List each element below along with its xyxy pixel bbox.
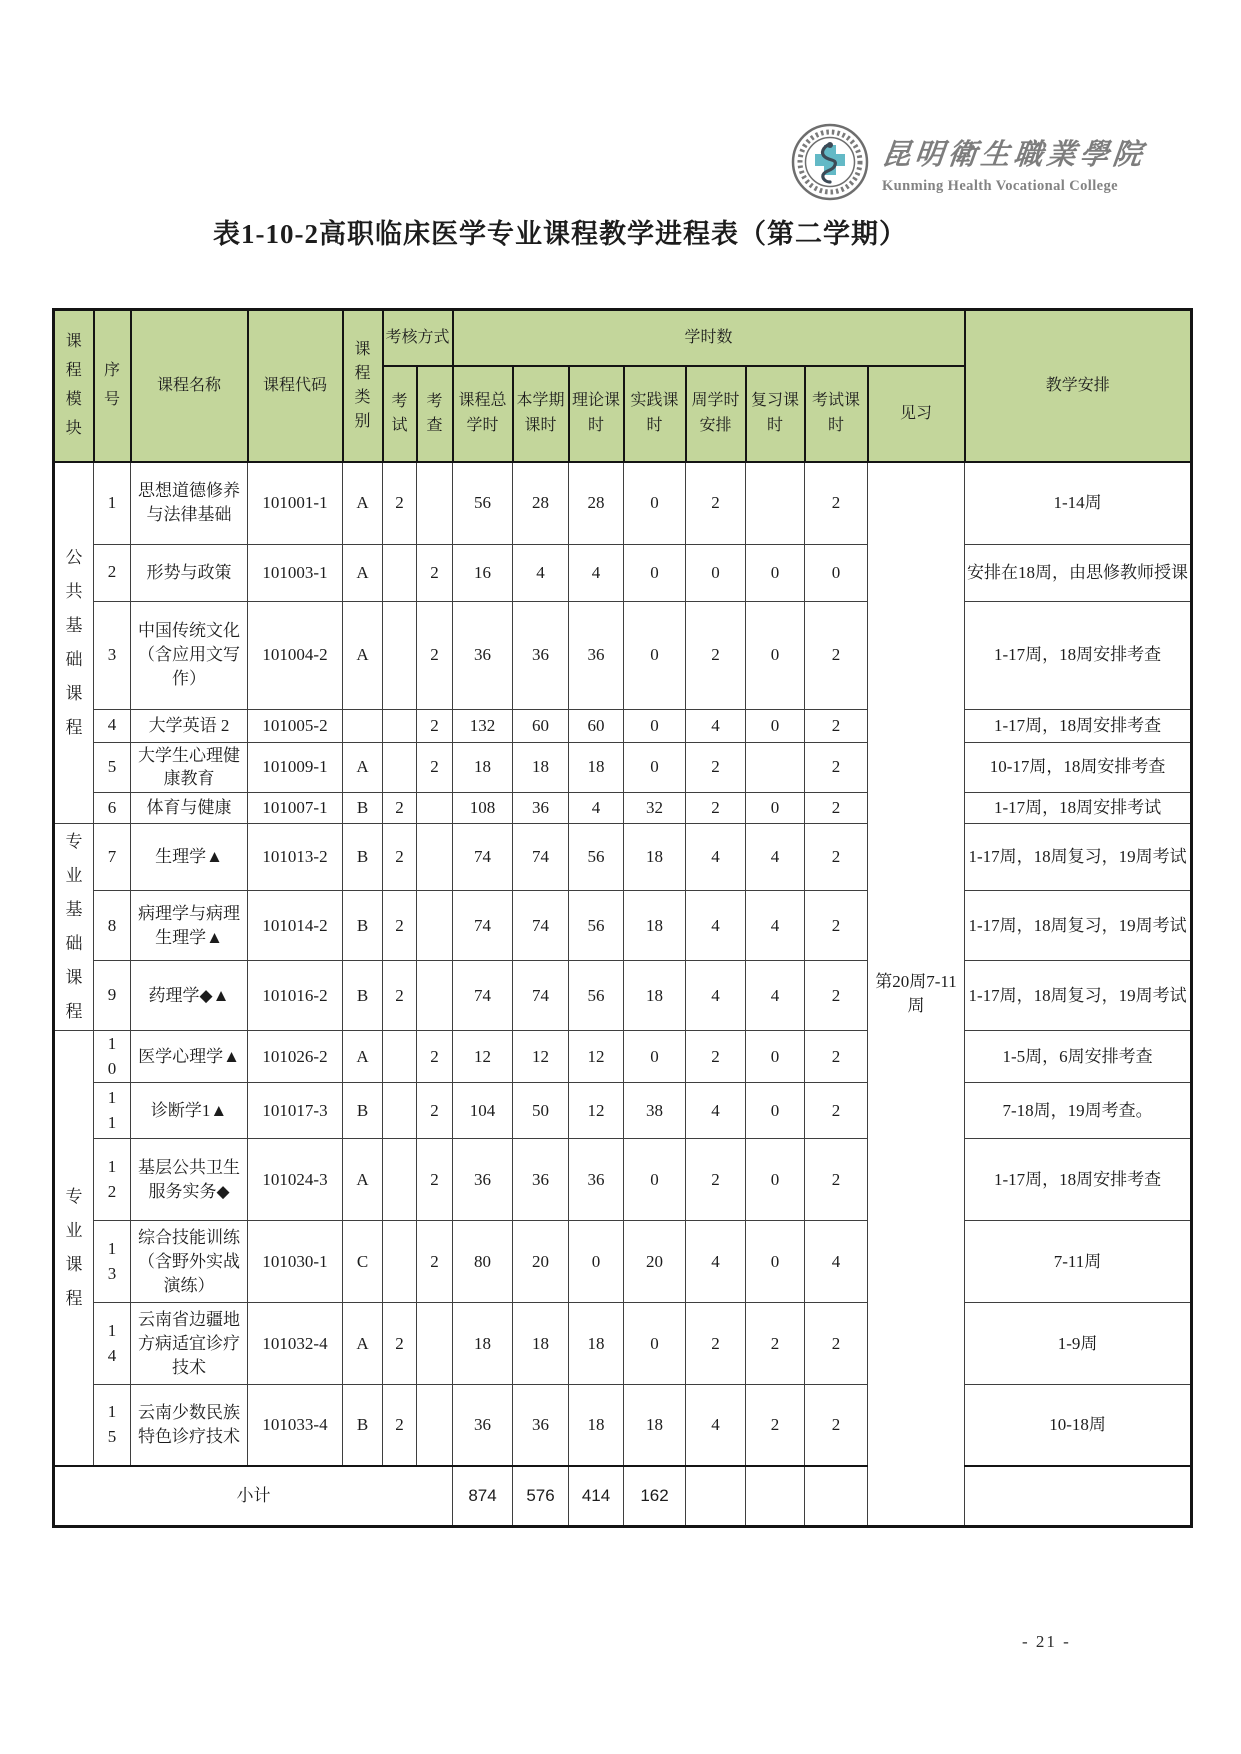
cell-practice: 0 <box>624 742 686 793</box>
cell-seq: 6 <box>94 793 131 824</box>
cell-exam-hours: 2 <box>805 709 868 742</box>
cell-exam <box>383 1083 417 1139</box>
cell-review: 0 <box>746 1139 805 1221</box>
cell-check <box>417 793 453 824</box>
cell-check: 2 <box>417 742 453 793</box>
cell-total: 12 <box>453 1031 513 1083</box>
cell-semester: 74 <box>513 891 569 961</box>
cell-course-type: B <box>343 891 383 961</box>
cell-practice: 18 <box>624 891 686 961</box>
cell-course-type: B <box>343 1083 383 1139</box>
cell-seq: 9 <box>94 961 131 1031</box>
course-row <box>54 1083 1192 1139</box>
cell-course-type: A <box>343 462 383 544</box>
cell-review: 0 <box>746 709 805 742</box>
subtotal-weekly <box>686 1466 746 1527</box>
cell-course-type: A <box>343 601 383 709</box>
header-review-hours: 复习课时 <box>746 366 805 462</box>
cell-seq: 11 <box>94 1083 131 1139</box>
cell-theory: 36 <box>569 601 624 709</box>
cell-review <box>746 742 805 793</box>
cell-practice: 18 <box>624 824 686 891</box>
page-number: - 21 - <box>1022 1632 1071 1651</box>
module-group-professional: 专业课程 <box>54 1031 94 1466</box>
cell-exam: 2 <box>383 793 417 824</box>
cell-course-name: 药理学◆▲ <box>131 961 248 1031</box>
header-total-hours: 课程总学时 <box>453 366 513 462</box>
cell-theory: 60 <box>569 709 624 742</box>
cell-arrangement: 1-17周，18周安排考查 <box>965 709 1192 742</box>
cell-theory: 12 <box>569 1031 624 1083</box>
cell-review: 0 <box>746 1221 805 1303</box>
cell-course-name: 综合技能训练（含野外实战演练） <box>131 1221 248 1303</box>
cell-weekly: 4 <box>686 1083 746 1139</box>
cell-review: 2 <box>746 1385 805 1466</box>
cell-seq: 8 <box>94 891 131 961</box>
course-row <box>54 824 1192 891</box>
cell-theory: 28 <box>569 462 624 544</box>
cell-weekly: 4 <box>686 891 746 961</box>
cell-exam: 2 <box>383 824 417 891</box>
cell-exam: 2 <box>383 462 417 544</box>
cell-arrangement: 7-11周 <box>965 1221 1192 1303</box>
cell-course-name: 基层公共卫生服务实务◆ <box>131 1139 248 1221</box>
cell-course-name: 诊断学1▲ <box>131 1083 248 1139</box>
cell-check: 2 <box>417 1083 453 1139</box>
cell-check: 2 <box>417 1031 453 1083</box>
cell-review: 0 <box>746 544 805 601</box>
cell-practice: 20 <box>624 1221 686 1303</box>
cell-theory: 4 <box>569 793 624 824</box>
cell-review <box>746 462 805 544</box>
cell-seq: 5 <box>94 742 131 793</box>
cell-weekly: 0 <box>686 544 746 601</box>
cell-seq: 3 <box>94 601 131 709</box>
cell-course-code: 101003-1 <box>248 544 343 601</box>
cell-check: 2 <box>417 709 453 742</box>
cell-course-code: 101009-1 <box>248 742 343 793</box>
cell-seq: 12 <box>94 1139 131 1221</box>
cell-arrangement: 1-17周，18周安排考查 <box>965 601 1192 709</box>
cell-weekly: 2 <box>686 742 746 793</box>
cell-course-code: 101001-1 <box>248 462 343 544</box>
cell-theory: 56 <box>569 824 624 891</box>
cell-practice: 18 <box>624 961 686 1031</box>
header-class-hours: 学时数 <box>453 310 965 367</box>
cell-course-type: B <box>343 961 383 1031</box>
cell-check: 2 <box>417 1139 453 1221</box>
cell-total: 74 <box>453 961 513 1031</box>
cell-theory: 0 <box>569 1221 624 1303</box>
cell-check <box>417 824 453 891</box>
header-internship: 见习 <box>868 366 965 462</box>
cell-course-name: 形势与政策 <box>131 544 248 601</box>
cell-total: 104 <box>453 1083 513 1139</box>
course-row <box>54 709 1192 742</box>
cell-total: 16 <box>453 544 513 601</box>
course-row <box>54 961 1192 1031</box>
cell-exam-hours: 2 <box>805 1385 868 1466</box>
cell-course-code: 101007-1 <box>248 793 343 824</box>
cell-total: 74 <box>453 824 513 891</box>
cell-course-code: 101026-2 <box>248 1031 343 1083</box>
cell-exam-hours: 2 <box>805 1031 868 1083</box>
cell-review: 4 <box>746 824 805 891</box>
cell-exam-hours: 2 <box>805 824 868 891</box>
cell-semester: 18 <box>513 742 569 793</box>
cell-weekly: 2 <box>686 462 746 544</box>
cell-weekly: 2 <box>686 1303 746 1385</box>
cell-course-type: B <box>343 824 383 891</box>
course-row <box>54 1221 1192 1303</box>
cell-theory: 56 <box>569 961 624 1031</box>
cell-semester: 36 <box>513 793 569 824</box>
cell-seq: 10 <box>94 1031 131 1083</box>
cell-seq: 14 <box>94 1303 131 1385</box>
cell-exam <box>383 1031 417 1083</box>
cell-practice: 0 <box>624 709 686 742</box>
cell-review: 0 <box>746 601 805 709</box>
cell-course-code: 101004-2 <box>248 601 343 709</box>
cell-exam-hours: 2 <box>805 891 868 961</box>
cell-theory: 12 <box>569 1083 624 1139</box>
cell-internship-note: 第20周7-11周 <box>868 462 965 1526</box>
cell-weekly: 4 <box>686 824 746 891</box>
cell-course-type: A <box>343 742 383 793</box>
cell-arrangement: 7-18周，19周考查。 <box>965 1083 1192 1139</box>
cell-exam-hours: 2 <box>805 601 868 709</box>
header-theory-hours: 理论课时 <box>569 366 624 462</box>
cell-arrangement: 10-18周 <box>965 1385 1192 1466</box>
course-row <box>54 891 1192 961</box>
cell-weekly: 4 <box>686 1221 746 1303</box>
cell-theory: 18 <box>569 1303 624 1385</box>
cell-check <box>417 462 453 544</box>
cell-weekly: 2 <box>686 601 746 709</box>
cell-course-type: A <box>343 544 383 601</box>
subtotal-label: 小计 <box>54 1466 453 1527</box>
cell-check: 2 <box>417 544 453 601</box>
cell-exam: 2 <box>383 1385 417 1466</box>
cell-course-code: 101030-1 <box>248 1221 343 1303</box>
cell-course-type: B <box>343 793 383 824</box>
cell-course-code: 101016-2 <box>248 961 343 1031</box>
cell-exam-hours: 2 <box>805 742 868 793</box>
cell-practice: 18 <box>624 1385 686 1466</box>
cell-practice: 0 <box>624 1139 686 1221</box>
cell-course-code: 101032-4 <box>248 1303 343 1385</box>
module-group-public-basic: 公共基础课程 <box>54 462 94 824</box>
cell-course-name: 病理学与病理生理学▲ <box>131 891 248 961</box>
cell-exam <box>383 709 417 742</box>
header-seq: 序号 <box>94 310 131 463</box>
cell-semester: 74 <box>513 824 569 891</box>
cell-exam: 2 <box>383 1303 417 1385</box>
cell-total: 80 <box>453 1221 513 1303</box>
cell-exam <box>383 742 417 793</box>
cell-course-name: 医学心理学▲ <box>131 1031 248 1083</box>
subtotal-semester: 576 <box>513 1466 569 1527</box>
cell-course-name: 云南少数民族特色诊疗技术 <box>131 1385 248 1466</box>
header-teaching-arrangement: 教学安排 <box>965 310 1192 463</box>
cell-arrangement: 1-17周，18周复习，19周考试 <box>965 961 1192 1031</box>
cell-exam <box>383 1221 417 1303</box>
cell-theory: 4 <box>569 544 624 601</box>
header-semester-hours: 本学期课时 <box>513 366 569 462</box>
subtotal-practice: 162 <box>624 1466 686 1527</box>
cell-arrangement: 1-17周，18周复习，19周考试 <box>965 891 1192 961</box>
cell-seq: 7 <box>94 824 131 891</box>
header-check: 考查 <box>417 366 453 462</box>
cell-course-type: B <box>343 1385 383 1466</box>
cell-semester: 18 <box>513 1303 569 1385</box>
college-name-chinese: 昆明衛生職業學院 <box>880 137 1148 171</box>
cell-practice: 32 <box>624 793 686 824</box>
subtotal-review <box>746 1466 805 1527</box>
cell-course-name: 云南省边疆地方病适宜诊疗技术 <box>131 1303 248 1385</box>
cell-weekly: 4 <box>686 1385 746 1466</box>
cell-course-type: C <box>343 1221 383 1303</box>
cell-review: 0 <box>746 1031 805 1083</box>
cell-practice: 38 <box>624 1083 686 1139</box>
cell-arrangement: 1-17周，18周安排考查 <box>965 1139 1192 1221</box>
cell-weekly: 4 <box>686 961 746 1031</box>
cell-total: 132 <box>453 709 513 742</box>
header-exam-hours: 考试课时 <box>805 366 868 462</box>
cell-seq: 4 <box>94 709 131 742</box>
cell-check <box>417 891 453 961</box>
cell-semester: 28 <box>513 462 569 544</box>
cell-arrangement: 10-17周，18周安排考查 <box>965 742 1192 793</box>
cell-total: 18 <box>453 1303 513 1385</box>
cell-semester: 36 <box>513 601 569 709</box>
cell-exam-hours: 4 <box>805 1221 868 1303</box>
college-name-english: Kunming Health Vocational College <box>882 178 1118 194</box>
cell-course-name: 中国传统文化（含应用文写作） <box>131 601 248 709</box>
course-row <box>54 601 1192 709</box>
cell-course-name: 生理学▲ <box>131 824 248 891</box>
subtotal-theory: 414 <box>569 1466 624 1527</box>
cell-course-name: 大学英语 2 <box>131 709 248 742</box>
course-row <box>54 1139 1192 1221</box>
cell-semester: 36 <box>513 1139 569 1221</box>
cell-weekly: 2 <box>686 1139 746 1221</box>
subtotal-row <box>54 1466 1192 1527</box>
course-row <box>54 793 1192 824</box>
cell-semester: 36 <box>513 1385 569 1466</box>
cell-theory: 18 <box>569 742 624 793</box>
subtotal-exam-hours <box>805 1466 868 1527</box>
cell-check <box>417 961 453 1031</box>
cell-semester: 4 <box>513 544 569 601</box>
cell-course-code: 101024-3 <box>248 1139 343 1221</box>
cell-exam: 2 <box>383 961 417 1031</box>
cell-course-code: 101005-2 <box>248 709 343 742</box>
cell-semester: 20 <box>513 1221 569 1303</box>
cell-exam <box>383 1139 417 1221</box>
cell-course-code: 101017-3 <box>248 1083 343 1139</box>
cell-arrangement: 1-14周 <box>965 462 1192 544</box>
cell-weekly: 2 <box>686 1031 746 1083</box>
cell-total: 36 <box>453 1385 513 1466</box>
cell-check: 2 <box>417 601 453 709</box>
header-assessment-method: 考核方式 <box>383 310 453 367</box>
cell-practice: 0 <box>624 1303 686 1385</box>
college-logo <box>790 118 1170 208</box>
cell-seq: 2 <box>94 544 131 601</box>
course-row <box>54 544 1192 601</box>
cell-semester: 60 <box>513 709 569 742</box>
cell-exam-hours: 2 <box>805 961 868 1031</box>
cell-review: 0 <box>746 793 805 824</box>
cell-course-code: 101014-2 <box>248 891 343 961</box>
cell-check: 2 <box>417 1221 453 1303</box>
header-course-code: 课程代码 <box>248 310 343 463</box>
cell-total: 56 <box>453 462 513 544</box>
cell-total: 108 <box>453 793 513 824</box>
cell-practice: 0 <box>624 544 686 601</box>
cell-arrangement: 安排在18周，由思修教师授课 <box>965 544 1192 601</box>
cell-arrangement: 1-17周，18周安排考试 <box>965 793 1192 824</box>
cell-exam: 2 <box>383 891 417 961</box>
page-title: 表1-10-2高职临床医学专业课程教学进程表（第二学期） <box>213 219 907 249</box>
course-row <box>54 1385 1192 1466</box>
cell-practice: 0 <box>624 462 686 544</box>
cell-theory: 36 <box>569 1139 624 1221</box>
header-course-type: 课程类别 <box>343 310 383 463</box>
cell-exam-hours: 2 <box>805 462 868 544</box>
subtotal-arrangement <box>965 1466 1192 1527</box>
cell-review: 2 <box>746 1303 805 1385</box>
cell-weekly: 2 <box>686 793 746 824</box>
module-group-professional-basic: 专业基础课程 <box>54 824 94 1031</box>
cell-check <box>417 1303 453 1385</box>
cell-seq: 1 <box>94 462 131 544</box>
cell-total: 74 <box>453 891 513 961</box>
cell-exam-hours: 2 <box>805 1139 868 1221</box>
cell-course-name: 大学生心理健康教育 <box>131 742 248 793</box>
college-seal-icon <box>790 122 870 202</box>
header-course-name: 课程名称 <box>131 310 248 463</box>
cell-theory: 56 <box>569 891 624 961</box>
header-exam: 考试 <box>383 366 417 462</box>
cell-course-type <box>343 709 383 742</box>
header-practice-hours: 实践课时 <box>624 366 686 462</box>
cell-total: 36 <box>453 1139 513 1221</box>
cell-exam-hours: 2 <box>805 1083 868 1139</box>
cell-review: 4 <box>746 961 805 1031</box>
cell-total: 18 <box>453 742 513 793</box>
course-row <box>54 462 1192 544</box>
cell-semester: 74 <box>513 961 569 1031</box>
header-weekly-hours: 周学时安排 <box>686 366 746 462</box>
course-row <box>54 742 1192 793</box>
cell-review: 4 <box>746 891 805 961</box>
cell-arrangement: 1-9周 <box>965 1303 1192 1385</box>
cell-course-name: 体育与健康 <box>131 793 248 824</box>
cell-review: 0 <box>746 1083 805 1139</box>
cell-theory: 18 <box>569 1385 624 1466</box>
cell-course-type: A <box>343 1303 383 1385</box>
cell-exam-hours: 2 <box>805 1303 868 1385</box>
cell-semester: 12 <box>513 1031 569 1083</box>
cell-practice: 0 <box>624 1031 686 1083</box>
cell-exam-hours: 0 <box>805 544 868 601</box>
cell-arrangement: 1-5周，6周安排考查 <box>965 1031 1192 1083</box>
cell-weekly: 4 <box>686 709 746 742</box>
header-module: 课程模块 <box>54 310 94 463</box>
cell-exam <box>383 601 417 709</box>
cell-course-name: 思想道德修养与法律基础 <box>131 462 248 544</box>
cell-semester: 50 <box>513 1083 569 1139</box>
cell-seq: 15 <box>94 1385 131 1466</box>
cell-practice: 0 <box>624 601 686 709</box>
cell-course-code: 101013-2 <box>248 824 343 891</box>
cell-exam <box>383 544 417 601</box>
cell-check <box>417 1385 453 1466</box>
cell-course-type: A <box>343 1031 383 1083</box>
cell-course-type: A <box>343 1139 383 1221</box>
cell-seq: 13 <box>94 1221 131 1303</box>
subtotal-total: 874 <box>453 1466 513 1527</box>
cell-exam-hours: 2 <box>805 793 868 824</box>
cell-total: 36 <box>453 601 513 709</box>
cell-course-code: 101033-4 <box>248 1385 343 1466</box>
course-schedule-table <box>52 308 1193 1528</box>
course-row <box>54 1031 1192 1083</box>
course-row <box>54 1303 1192 1385</box>
cell-arrangement: 1-17周，18周复习，19周考试 <box>965 824 1192 891</box>
